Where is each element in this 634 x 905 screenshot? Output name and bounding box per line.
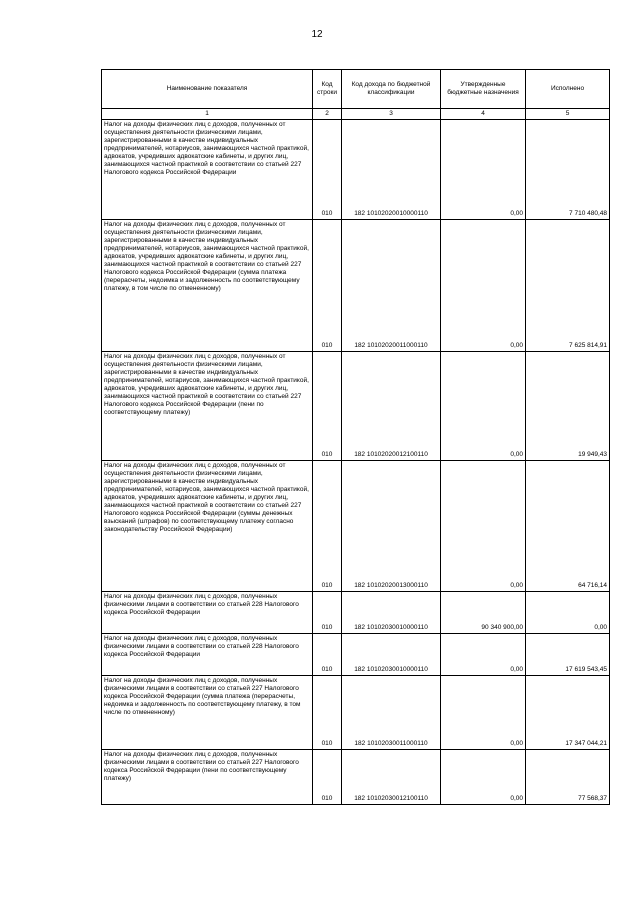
table-row (102, 351, 610, 460)
column-number-row (102, 109, 610, 120)
executed-amount: 17 347 044,21 (526, 675, 610, 749)
budget-execution-table (101, 69, 610, 805)
approved-amount: 0,00 (441, 351, 526, 460)
header-row (102, 70, 610, 109)
column-number: 1 (102, 109, 313, 120)
table-row (102, 119, 610, 219)
column-number: 3 (342, 109, 441, 120)
executed-amount: 64 716,14 (526, 460, 610, 591)
executed-amount: 19 949,43 (526, 351, 610, 460)
indicator-name: Налог на доходы физических лиц с доходов, полученных от осуществления деятельности физическими лицами, зарегистрированными в качестве индивидуальных предпринимателей, нотариусов, занимающихся частной практикой, адвокатов, учредивших адвокатские кабинеты, и других лиц, занимающихся частной практикой в соответствии со статьей 227 Налогового кодекса Российской Федерации (суммы денежных взысканий (штрафов) по соответствующему платежу согласно законодательству Российской Федерации) (102, 460, 313, 591)
line-code: 010 (313, 675, 342, 749)
indicator-name: Налог на доходы физических лиц с доходов, полученных физическими лицами в соответствии со статьей 228 Налогового кодекса Российской Федерации (102, 633, 313, 675)
page-number: 12 (311, 29, 323, 40)
table-row (102, 633, 610, 675)
table-row (102, 749, 610, 804)
line-code: 010 (313, 219, 342, 351)
income-code: 182 10102020013000110 (342, 460, 441, 591)
header-approved-budget: Утвержденные бюджетные назначения (441, 70, 526, 109)
income-code: 182 10102030010000110 (342, 633, 441, 675)
approved-amount: 0,00 (441, 119, 526, 219)
column-number: 2 (313, 109, 342, 120)
indicator-name: Налог на доходы физических лиц с доходов, полученных от осуществления деятельности физическими лицами, зарегистрированными в качестве индивидуальных предпринимателей, нотариусов, занимающихся частной практикой, адвокатов, учредивших адвокатские кабинеты, и других лиц, занимающихся частной практикой в соответствии со статьей 227 Налогового кодекса Российской Федерации (102, 119, 313, 219)
table-row (102, 460, 610, 591)
table-row (102, 675, 610, 749)
executed-amount: 0,00 (526, 591, 610, 633)
approved-amount: 0,00 (441, 219, 526, 351)
indicator-name: Налог на доходы физических лиц с доходов, полученных физическими лицами в соответствии со статьей 228 Налогового кодекса Российской Федерации (102, 591, 313, 633)
line-code: 010 (313, 591, 342, 633)
line-code: 010 (313, 351, 342, 460)
table-row (102, 591, 610, 633)
income-code: 182 10102030012100110 (342, 749, 441, 804)
income-code: 182 10102020011000110 (342, 219, 441, 351)
header-income-code: Код дохода по бюджетной классификации (342, 70, 441, 109)
approved-amount: 0,00 (441, 675, 526, 749)
executed-amount: 7 625 814,91 (526, 219, 610, 351)
executed-amount: 7 710 480,48 (526, 119, 610, 219)
header-executed: Исполнено (526, 70, 610, 109)
approved-amount: 0,00 (441, 460, 526, 591)
income-code: 182 10102030011000110 (342, 675, 441, 749)
income-code: 182 10102020010000110 (342, 119, 441, 219)
header-indicator-name: Наименование показателя (102, 70, 313, 109)
column-number: 5 (526, 109, 610, 120)
line-code: 010 (313, 749, 342, 804)
indicator-name: Налог на доходы физических лиц с доходов, полученных от осуществления деятельности физическими лицами, зарегистрированными в качестве индивидуальных предпринимателей, нотариусов, занимающихся частной практикой, адвокатов, учредивших адвокатские кабинеты, и других лиц, занимающихся частной практикой в соответствии со статьей 227 Налогового кодекса Российской Федерации (пени по соответствующему платежу) (102, 351, 313, 460)
line-code: 010 (313, 119, 342, 219)
column-number: 4 (441, 109, 526, 120)
approved-amount: 90 340 900,00 (441, 591, 526, 633)
indicator-name: Налог на доходы физических лиц с доходов, полученных физическими лицами в соответствии со статьей 227 Налогового кодекса Российской Федерации (сумма платежа (перерасчеты, недоимка и задолженность по соответствующему платежу, в том числе по отмененному) (102, 675, 313, 749)
line-code: 010 (313, 460, 342, 591)
approved-amount: 0,00 (441, 749, 526, 804)
approved-amount: 0,00 (441, 633, 526, 675)
table-row (102, 219, 610, 351)
line-code: 010 (313, 633, 342, 675)
executed-amount: 17 619 543,45 (526, 633, 610, 675)
income-code: 182 10102030010000110 (342, 591, 441, 633)
header-line-code: Код строки (313, 70, 342, 109)
executed-amount: 77 568,37 (526, 749, 610, 804)
income-code: 182 10102020012100110 (342, 351, 441, 460)
indicator-name: Налог на доходы физических лиц с доходов, полученных физическими лицами в соответствии со статьей 227 Налогового кодекса Российской Федерации (пени по соответствующему платежу) (102, 749, 313, 804)
indicator-name: Налог на доходы физических лиц с доходов, полученных от осуществления деятельности физическими лицами, зарегистрированными в качестве индивидуальных предпринимателей, нотариусов, занимающихся частной практикой, адвокатов, учредивших адвокатские кабинеты, и других лиц, занимающихся частной практикой в соответствии со статьей 227 Налогового кодекса Российской Федерации (сумма платежа (перерасчеты, недоимка и задолженность по соответствующему платежу, в том числе по отмененному) (102, 219, 313, 351)
